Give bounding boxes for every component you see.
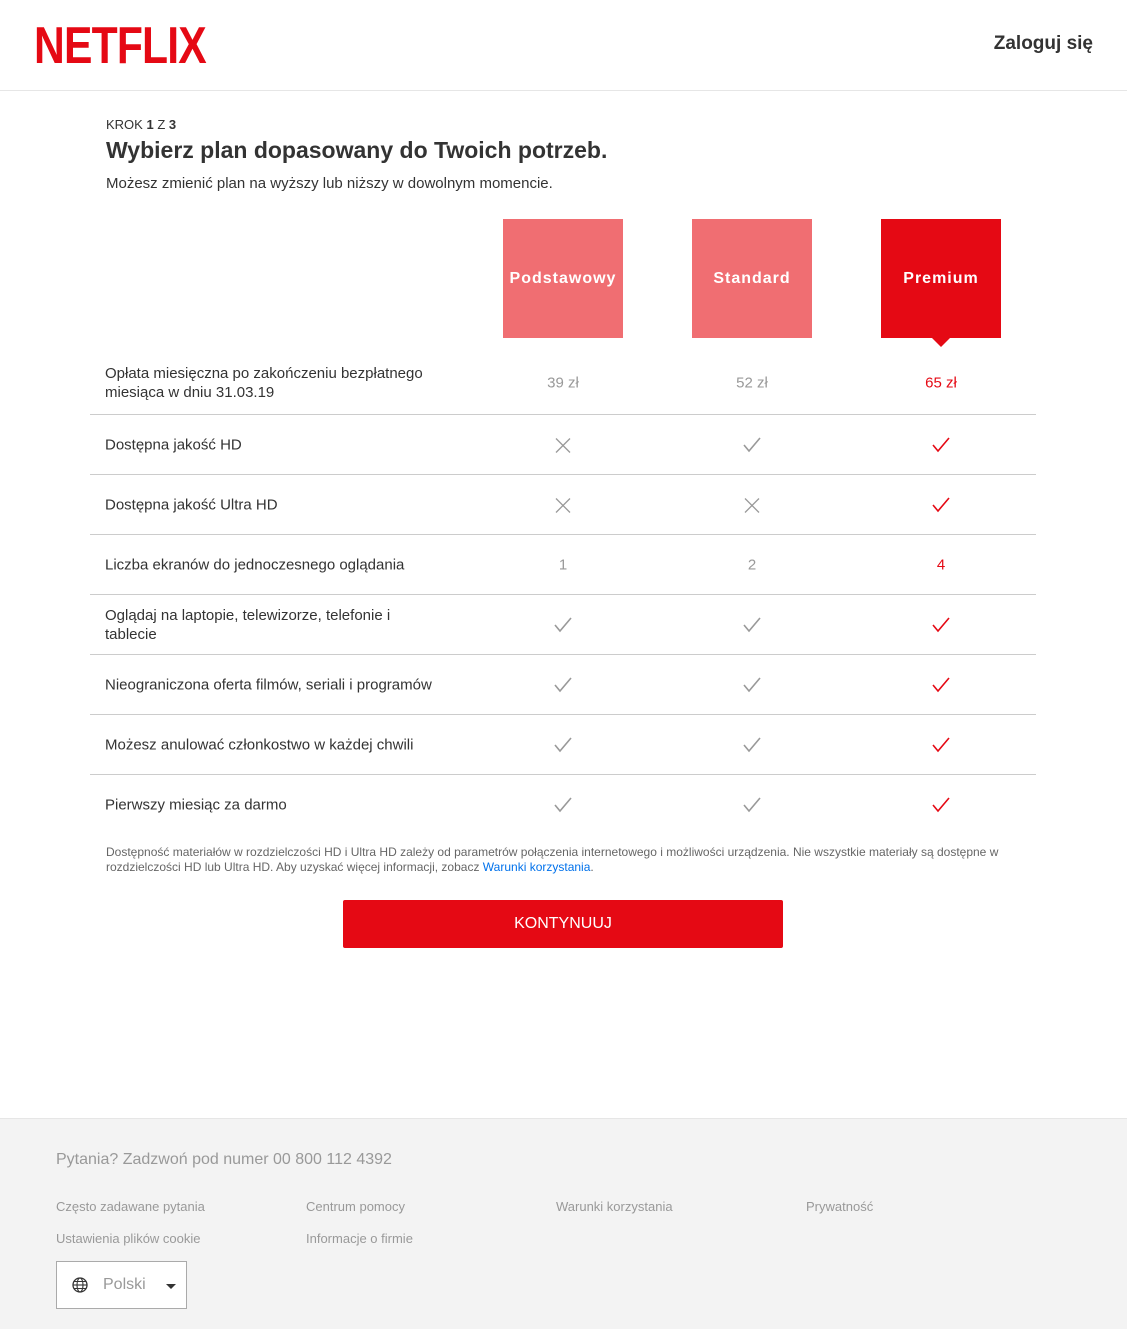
footer [0,1118,1127,1329]
check-icon [503,675,623,693]
step-total: 3 [168,117,177,132]
footer-link-corporate[interactable]: Informacje o firmie [306,1231,413,1246]
row-label: Dostępna jakość Ultra HD [105,496,278,513]
plan-value: 52 zł [736,374,768,392]
plan-podstawowy[interactable]: Podstawowy [503,219,623,338]
row-label: Nieograniczona oferta filmów, seriali i programów [105,676,432,693]
disclaimer [106,845,1006,875]
table-row [90,775,1036,835]
disclaimer-text: Dostępność materiałów w rozdzielczości HD i Ultra HD zależy od parametrów połączenia internetowego i możliwości urządzenia. Nie wszystkie materiały są dostępne w rozdzielczości HD lub Ultra HD. Aby uzyskać więcej informacji, zobacz [106,845,999,874]
cross-icon [503,436,623,453]
chevron-down-icon [166,1284,176,1289]
plan-value: 2 [747,556,757,573]
footer-link-faq[interactable]: Często zadawane pytania [56,1199,205,1214]
plan-value: 1 [558,556,568,573]
check-icon [881,495,1001,513]
table-row [90,535,1036,595]
row-label: Dostępna jakość HD [105,436,242,453]
check-icon [881,675,1001,693]
table-row [90,415,1036,475]
table-row [90,352,1036,415]
step-current: 1 [146,117,154,132]
language-label: Polski [103,1276,146,1293]
footer-link-terms[interactable]: Warunki korzystania [556,1199,673,1214]
step-prefix: KROK [106,117,143,132]
continue-button[interactable]: KONTYNUUJ [343,900,783,948]
check-icon [503,796,623,814]
row-label: Możesz anulować członkostwo w każdej chwili [105,736,414,753]
check-icon [503,735,623,753]
table-row [90,715,1036,775]
check-icon [692,675,812,693]
footer-phone: Pytania? Zadzwoń pod numer 00 800 112 4392 [56,1151,392,1168]
disclaimer-end: . [590,860,594,874]
signin-link[interactable]: Zaloguj się [993,33,1093,54]
cross-icon [692,496,812,513]
page-subtitle: Możesz zmienić plan na wyższy lub niższy w dowolnym momencie. [106,175,553,192]
row-label: Pierwszy miesiąc za darmo [105,796,287,814]
comparison-table [90,352,1036,835]
terms-link[interactable]: Warunki korzystania [482,860,591,874]
table-row [90,655,1036,715]
row-label: Liczba ekranów do jednoczesnego oglądania [105,556,405,573]
language-select[interactable] [56,1261,187,1309]
netflix-logo[interactable]: NETFLIX [34,17,206,75]
globe-icon [72,1277,88,1298]
check-icon [881,796,1001,814]
check-icon [881,735,1001,753]
page-title: Wybierz plan dopasowany do Twoich potrzeb. [106,137,608,163]
check-icon [503,615,623,633]
cross-icon [503,496,623,513]
row-label: Opłata miesięczna po zakończeniu bezpłatnego miesiąca w dniu 31.03.19 [105,365,423,401]
plan-value: 65 zł [925,374,957,392]
row-label: Oglądaj na laptopie, telewizorze, telefonie i tablecie [105,606,391,643]
plan-value: 4 [936,556,946,573]
table-row [90,475,1036,535]
plan-standard[interactable]: Standard [692,219,812,338]
footer-link-cookies[interactable]: Ustawienia plików cookie [56,1231,201,1246]
check-icon [692,615,812,633]
step-indicator [106,117,176,132]
footer-link-help-center[interactable]: Centrum pomocy [306,1199,405,1214]
check-icon [881,435,1001,453]
check-icon [881,615,1001,633]
check-icon [692,435,812,453]
header [0,0,1127,91]
step-sep: Z [157,117,166,132]
plan-value: 39 zł [547,374,579,392]
footer-link-privacy[interactable]: Prywatność [806,1199,874,1214]
plan-premium[interactable]: Premium [881,219,1001,338]
check-icon [692,796,812,814]
check-icon [692,735,812,753]
table-row [90,595,1036,655]
